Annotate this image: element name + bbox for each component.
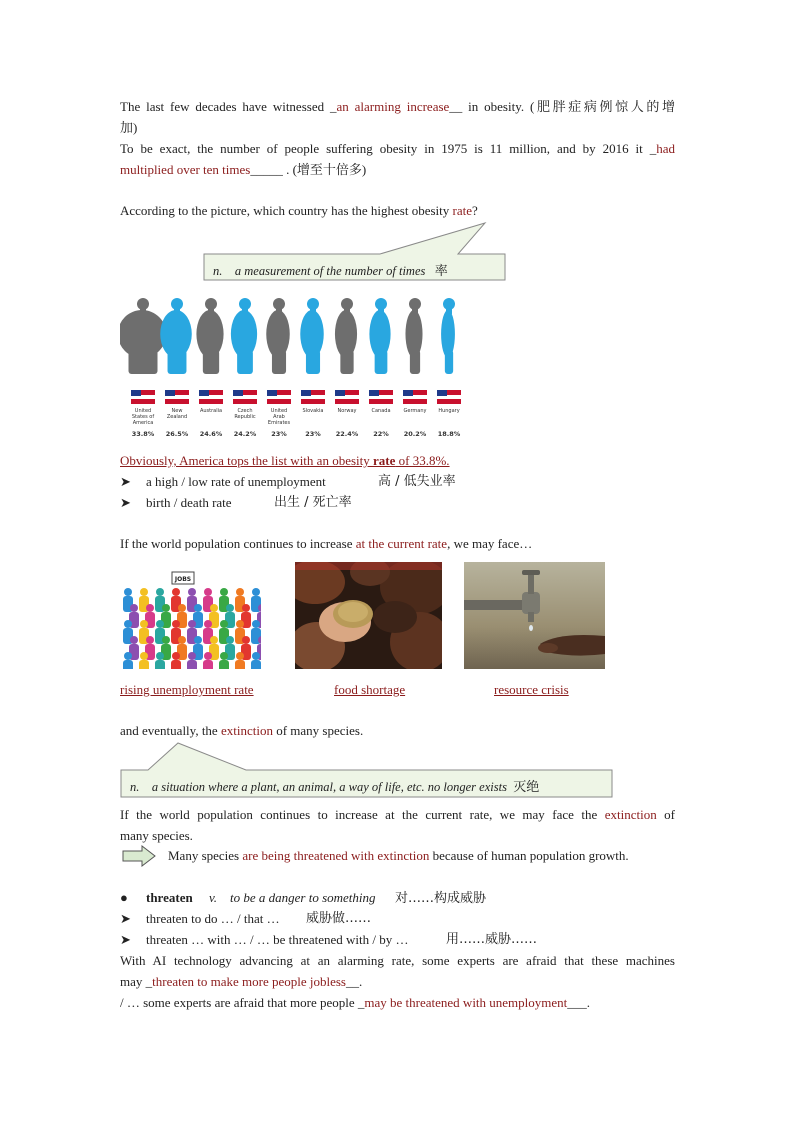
caption-food-shortage: food shortage	[334, 682, 406, 697]
silhouette-canada	[369, 298, 390, 374]
flag-icon	[335, 390, 359, 404]
obesity-pct-label: 33.8%	[131, 430, 155, 438]
obesity-pct-label: 23%	[305, 430, 321, 438]
country-label: America	[132, 420, 154, 426]
flag-icon	[437, 390, 461, 404]
country-label: Zealand	[166, 414, 188, 420]
country-label: Czech	[237, 408, 253, 414]
arrow-bullet-icon: ➤	[120, 474, 131, 489]
flag-icon	[199, 390, 223, 404]
silhouette-slovakia	[300, 298, 324, 374]
silhouette-germany	[405, 298, 422, 374]
country-label: Germany	[403, 408, 427, 414]
definition-rate: n. a measurement of the number of times 率	[213, 264, 448, 279]
country-label: Norway	[337, 408, 357, 414]
paragraph-face-extinction-cont: many species.	[120, 828, 193, 843]
obesity-pct-label: 26.5%	[165, 430, 189, 438]
paragraph-obesity-increase: The last few decades have witnessed _an alarming increase__ in obesity. (肥胖症病例惊人的增	[120, 99, 675, 114]
country-label: Arab	[273, 414, 285, 420]
flag-icon	[233, 390, 257, 404]
country-label: Slovakia	[302, 408, 324, 414]
silhouette-united-arab-emirates	[266, 298, 290, 374]
obesity-pct-label: 22.4%	[335, 430, 359, 438]
paragraph-ai-technology-cont: may _threaten to make more people jobless__.	[120, 974, 363, 989]
arrow-bullet-icon: ➤	[120, 911, 131, 926]
list-item-birth-rate: ➤ birth / death rate 出生 / 死亡率	[120, 493, 675, 513]
definition-extinction: n. a situation where a plant, an animal, a way of life, etc. no longer exists 灭绝	[130, 780, 540, 795]
country-label: Emirates	[267, 420, 291, 426]
paragraph-exact-numbers-cont: multiplied over ten times_____ . (增至十倍多)	[120, 162, 367, 177]
right-arrow-icon	[122, 845, 156, 867]
paragraph-obesity-increase-cont: 加)	[120, 120, 138, 135]
paragraph-threatened-species: Many species are being threatened with extinction because of human population growth.	[168, 848, 629, 863]
paragraph-unemployment-alt: / … some experts are afraid that more people _may be threatened with unemployment___.	[120, 995, 591, 1010]
obesity-by-country-figure	[120, 290, 472, 442]
unemployment-crowd-photo	[120, 562, 261, 669]
country-label: Republic	[234, 414, 256, 420]
list-item-unemployment-rate: ➤ a high / low rate of unemployment 高 / 低失业率	[120, 472, 675, 492]
list-item-threaten-with: ➤ threaten … with … / … be threatened with / by … 用……威胁……	[120, 930, 675, 950]
dot-bullet-icon: ●	[120, 890, 128, 905]
paragraph-current-rate: If the world population continues to increase at the current rate, we may face…	[120, 536, 533, 551]
paragraph-face-extinction: If the world population continues to increase at the current rate, we may face the extinction of	[120, 807, 675, 822]
obesity-pct-label: 18.8%	[437, 430, 461, 438]
flag-icon	[131, 390, 155, 404]
food-shortage-photo	[295, 562, 442, 669]
obesity-pct-label: 22%	[373, 430, 389, 438]
caption-unemployment: rising unemployment rate	[120, 682, 254, 697]
country-label: States of	[131, 414, 155, 420]
flag-icon	[301, 390, 325, 404]
country-label: United	[134, 408, 152, 414]
obesity-pct-label: 20.2%	[403, 430, 427, 438]
paragraph-exact-numbers: To be exact, the number of people suffering obesity in 1975 is 11 million, and by 2016 it _had	[120, 141, 675, 156]
silhouette-new-zealand	[160, 298, 192, 374]
paragraph-extinction: and eventually, the extinction of many species.	[120, 723, 364, 738]
flag-icon	[403, 390, 427, 404]
country-label: Hungary	[438, 408, 460, 414]
caption-resource-crisis: resource crisis	[494, 682, 569, 697]
silhouette-australia	[196, 298, 223, 374]
resource-crisis-photo	[464, 562, 605, 669]
country-label: Australia	[199, 408, 223, 414]
paragraph-ai-technology: With AI technology advancing at an alarming rate, some experts are afraid that these machines	[120, 953, 675, 968]
silhouette-united-states-of-america	[120, 298, 166, 374]
question-highest-rate: According to the picture, which country has the highest obesity rate?	[120, 203, 478, 218]
silhouette-hungary	[441, 298, 455, 374]
silhouette-czech-republic	[231, 298, 257, 374]
flag-icon	[267, 390, 291, 404]
jobs-sign-text: JOBS	[174, 576, 192, 583]
obesity-pct-label: 24.6%	[199, 430, 223, 438]
obesity-pct-label: 24.2%	[233, 430, 257, 438]
flag-icon	[165, 390, 189, 404]
flag-icon	[369, 390, 393, 404]
country-label: New	[171, 408, 183, 414]
country-label: United	[270, 408, 288, 414]
obesity-pct-label: 23%	[271, 430, 287, 438]
arrow-bullet-icon: ➤	[120, 495, 131, 510]
arrow-bullet-icon: ➤	[120, 932, 131, 947]
answer-america-tops: Obviously, America tops the list with an obesity rate of 33.8%.	[120, 453, 450, 468]
silhouette-norway	[335, 298, 357, 374]
list-item-threaten-to-do: ➤ threaten to do … / that … 威胁做……	[120, 909, 675, 929]
obesity-silhouettes	[120, 290, 472, 442]
country-label: Canada	[371, 408, 391, 414]
vocab-threaten: ● threaten v. to be a danger to something 对……构成威胁	[120, 890, 487, 906]
